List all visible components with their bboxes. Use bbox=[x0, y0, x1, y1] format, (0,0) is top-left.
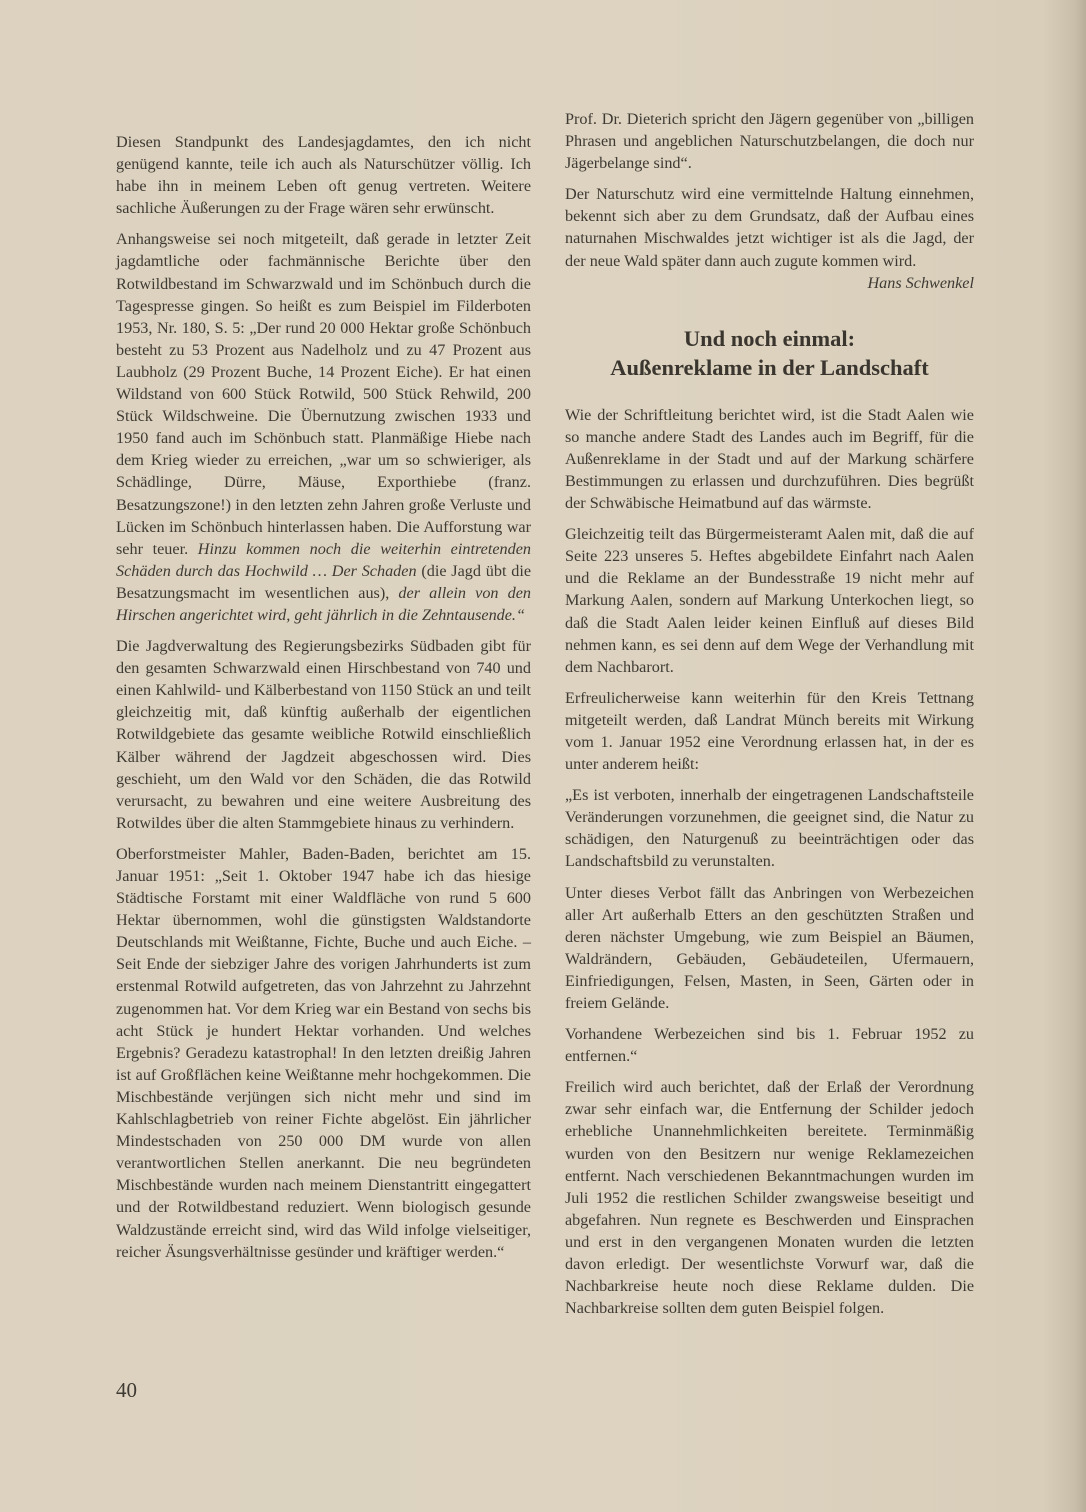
paragraph-werbezeichen-frist: Vorhandene Werbezeichen sind bis 1. Februar 1952 zu entfernen.“ bbox=[565, 1025, 974, 1066]
text-run: (die Jagd übt die Besatzungsmacht im wesentlichen aus), bbox=[116, 561, 531, 602]
left-column bbox=[116, 131, 531, 1272]
paragraph-aalen: Wie der Schriftleitung berichtet wird, ist die Stadt Aalen wie so manche andere Stadt des Landes auch im Begriff, für die Außenreklame in der Stadt und auf der Markung schärfere Bestimmungen zu erlassen und durchzuführen. Dies begrüßt der Schwäbische Heimatbund auf das wärmste. bbox=[565, 405, 974, 513]
paragraph-jagdverwaltung: Die Jagdverwaltung des Regierungsbezirks Südbaden gibt für den gesamten Schwarzwald einen Hirschbestand von 740 und einen Kahlwild- und Kälberbestand von 1150 Stück an und teilt gleichzeitig mit, daß künftig außerhalb der eigentlichen Rotwildgebiete das gesamte weibliche Rotwild einschließlich Kälber während der Jagdzeit abgeschossen wird. Dies geschieht, um den Wald vor den Schäden, die das Rotwild verursacht, zu bewahren und eine weitere Ausbreitung des Rotwildes über die alten Stammgebiete hinaus zu verhindern. bbox=[116, 637, 531, 832]
paragraph-naturschutz bbox=[565, 183, 974, 292]
page-number: 40 bbox=[116, 1378, 137, 1402]
paragraph-buergermeisteramt: Gleichzeitig teilt das Bürgermeisteramt Aalen mit, daß die auf Seite 223 unseres 5. Heftes abgebildete Einfahrt nach Aalen und die Reklame an der Bundesstraße 19 nicht mehr auf Markung Aalen, sondern auf Markung Unterkochen liegt, so daß die Stadt Aalen leider keinen Einfluß auf dieses Bild nehmen kann, es sei denn auf dem Wege der Verhandlung mit dem Nachbarort. bbox=[565, 525, 974, 676]
article-title-line1: Und noch einmal: bbox=[683, 325, 856, 351]
author-signature: Hans Schwenkel bbox=[867, 273, 974, 292]
text-run: Der Naturschutz wird eine vermittelnde Haltung einnehmen, bekennt sich aber zu dem Grundsatz, daß der Aufbau eines naturnahen Mischwaldes jetzt wichtiger ist als die Jagd, der der neue Wald später dann auch zugute kommen wird. bbox=[565, 185, 974, 270]
paragraph-verordnung-quote: „Es ist verboten, innerhalb der eingetragenen Landschaftsteile Veränderungen vorzunehmen, die geeignet sind, die Natur zu schädigen, den Naturgenuß zu beeinträchtigen oder das Landschaftsbild zu verunstalten. bbox=[565, 786, 974, 871]
italic-quote: Hinzu kommen noch die weiterhin eintretenden Schäden durch das Hochwild … Der Schaden bbox=[116, 539, 531, 580]
paragraph-tettnang: Erfreulicherweise kann weiterhin für den Kreis Tettnang mitgeteilt werden, daß Landrat Münch bereits mit Wirkung vom 1. Januar 1952 eine Verordnung erlassen hat, in der es unter anderem heißt: bbox=[565, 688, 974, 774]
article-title bbox=[565, 324, 974, 382]
right-column bbox=[565, 108, 974, 1328]
paragraph-freilich: Freilich wird auch berichtet, daß der Erlaß der Verordnung zwar sehr einfach war, die Entfernung der Schilder jedoch erhebliche Unannehmlichkeiten bereitete. Terminmäßig wurden von den Besitzern nur wenige Reklamezeichen entfernt. Nach verschiedenen Bekanntmachungen wurden im Juli 1952 die restlichen Schilder zwangsweise beseitigt und abgefahren. Nun regnete es Beschwerden und Einsprachen und erst in den vergangenen Monaten wurden die letzten davon erledigt. Der wesentlichste Vorwurf war, daß die Nachbarkreise heute noch diese Reklame dulden. Die Nachbarkreise sollten dem guten Beispiel folgen. bbox=[565, 1078, 974, 1318]
paragraph-standpunkt: Diesen Standpunkt des Landesjagdamtes, den ich nicht genügend kannte, teile ich auch als Naturschützer völlig. Ich habe ihn in meinem Leben oft genug vertreten. Weitere sachliche Äußerungen zu der Frage wären sehr erwünscht. bbox=[116, 133, 531, 218]
paragraph-anhangsweise bbox=[116, 228, 531, 626]
italic-quote: der allein von den Hirschen angerichtet wird, geht jährlich in die Zehntausende.“ bbox=[116, 583, 532, 624]
paragraph-oberforstmeister: Oberforstmeister Mahler, Baden-Baden, berichtet am 15. Januar 1951: „Seit 1. Oktober 1947 habe ich das hiesige Städtische Forstamt mit einer Waldfläche von rund 5 600 Hektar übernommen, wohl die günstigsten Waldstandorte Deutschlands mit Weißtanne, Fichte, Buche und auch Eiche. – Seit Ende der siebziger Jahre des vorigen Jahrhunderts ist zum erstenmal Rotwild aufgetreten, das von Jahrzehnt zu Jahrzehnt zugenommen hat. Vor dem Krieg war ein Bestand von sechs bis acht Stück je hundert Hektar vorhanden. Und welches Ergebnis? Geradezu katastrophal! In den letzten dreißig Jahren ist auf Großflächen keine Weißtanne mehr hochgekommen. Die Mischbestände verjüngen sich nicht mehr und sind im Kahlschlagbetrieb von reiner Fichte abgelöst. Ein jährlicher Mindestschaden von 250 000 DM wurde von allen verantwortlichen Stellen anerkannt. Die neu begründeten Mischbestände wurden nach meinem Dienstantritt eingegattert und der Rotwildbestand reduziert. Wenn biologisch gesunde Waldzustände erreicht sind, wird das Wild infolge vielseitiger, reicher Äsungsverhältnisse gesünder und kräftiger werden.“ bbox=[116, 844, 531, 1261]
text-run: Anhangsweise sei noch mitgeteilt, daß gerade in letzter Zeit jagdamtliche oder fachmännische Berichte über den Rotwildbestand im Schwarzwald und im Schönbuch durch die Tagespresse gingen. So heißt es zum Beispiel im Filderboten 1953, Nr. 180, S. 5: „Der rund 20 000 Hektar große Schönbuch besteht zu 53 Prozent aus Nadelholz und zu 47 Prozent aus Laubholz (29 Prozent Buche, 14 Prozent Eiche). Er hat einen Wildstand von 600 Stück Rotwild, 500 Stück Rehwild, 200 Stück Wildschweine. Die Übernutzung zwischen 1933 und 1950 fand auch im Schönbuch statt. Planmäßige Hiebe nach dem Krieg wieder zu erreichen, „war um so schwieriger, als Schädlinge, Dürre, Mäuse, Exporthiebe (franz. Besatzungszone!) in den letzten zehn Jahren große Verluste und Lücken im Schönbuch hinterlassen haben. Die Aufforstung war sehr teuer. bbox=[116, 230, 531, 558]
article-title-line2: Außenreklame in der Landschaft bbox=[610, 354, 929, 380]
paragraph-dieterich: Prof. Dr. Dieterich spricht den Jägern gegenüber von „billigen Phrasen und angeblichen Naturschutzbelangen, die doch nur Jägerbelange sind“. bbox=[565, 110, 974, 173]
paragraph-verbot: Unter dieses Verbot fällt das Anbringen von Werbezeichen aller Art außerhalb Etters an den geschützten Straßen und deren nächster Umgebung, wie zum Beispiel an Bäumen, Waldrändern, Gebäuden, Gebäudeteilen, Ufermauern, Einfriedigungen, Felsen, Masten, in Seen, Gärten oder in freiem Gelände. bbox=[565, 883, 974, 1012]
